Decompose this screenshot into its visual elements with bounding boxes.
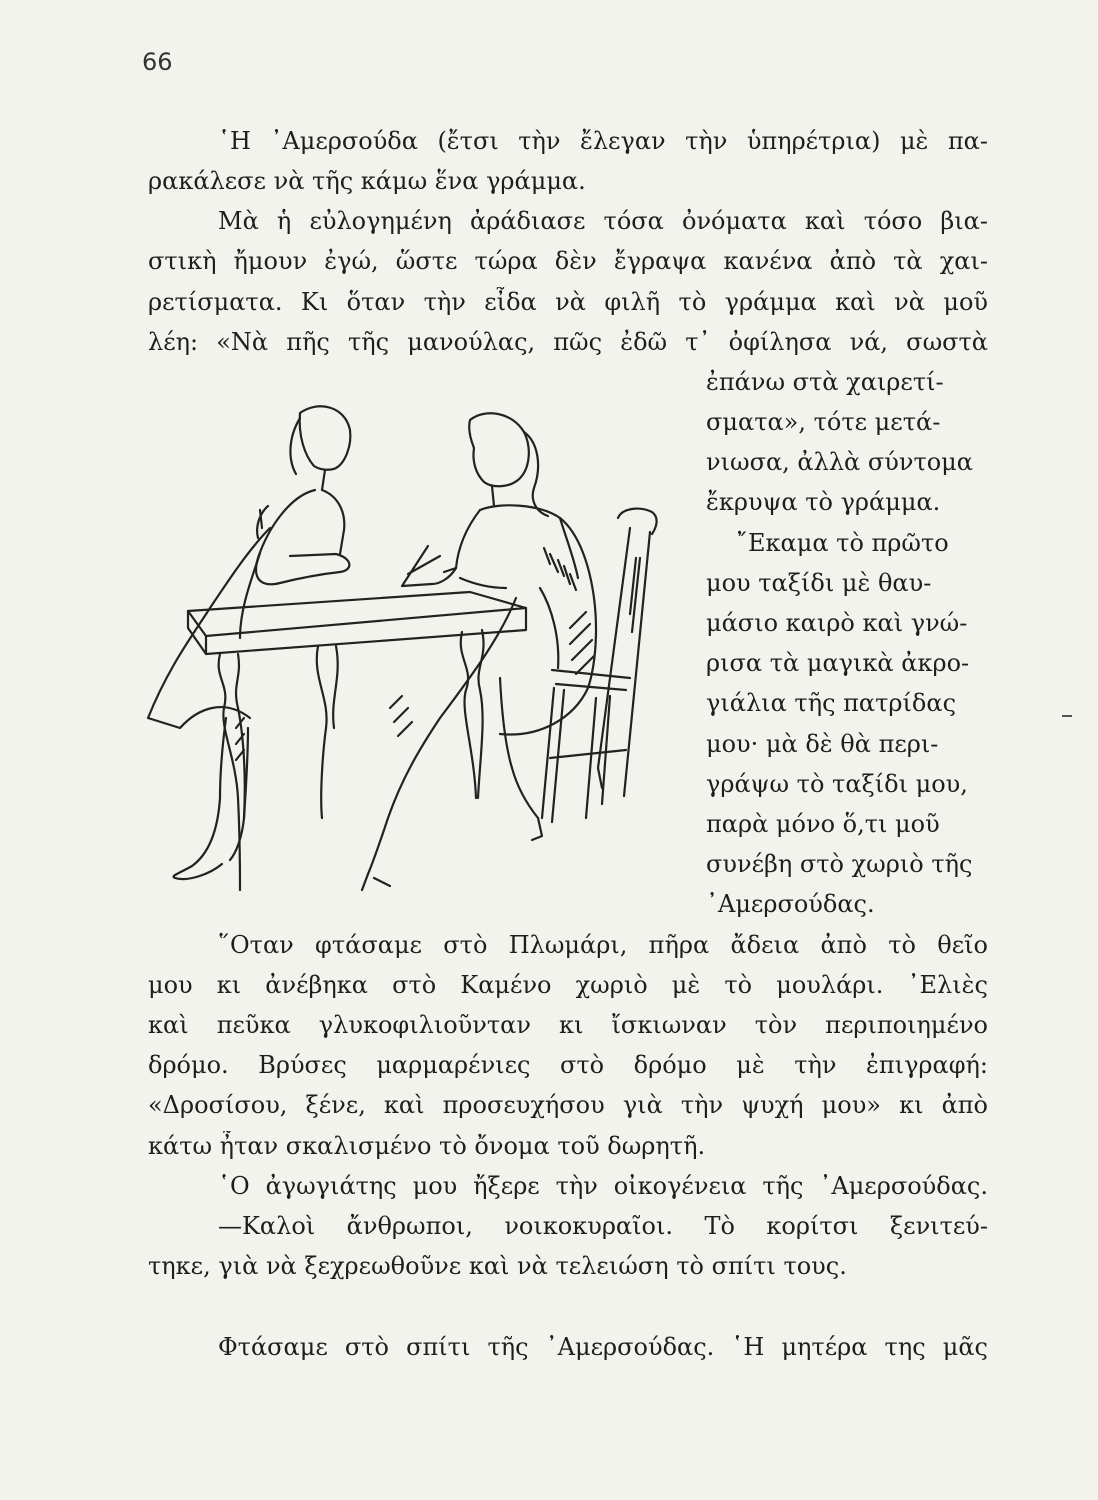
text-line: γράψω τὸ ταξίδι μου,	[706, 770, 968, 798]
text-line: συνέβη στὸ χωριὸ τῆς	[706, 850, 973, 878]
text-line: γιάλια τῆς πατρίδας	[706, 689, 957, 717]
text-line: παρὰ μόνο ὅ,τι μοῦ	[706, 810, 940, 838]
text-line: δρόμο. Βρύσες μαρμαρένιες στὸ δρόμο μὲ τὴν ἐπιγραφή:	[148, 1051, 988, 1079]
text-line: ρισα τὰ μαγικὰ ἀκρο-	[706, 649, 970, 677]
text-line: ᾿Αμερσούδας.	[706, 890, 875, 918]
page-number: 66	[142, 48, 173, 76]
text-line: ἐπάνω στὰ χαιρετί-	[706, 368, 944, 396]
text-line: «Δροσίσου, ξένε, καὶ προσευχήσου γιὰ τὴν ψυχή μου» κι ἀπὸ	[148, 1091, 988, 1119]
text-line: ῾Ο ἀγωγιάτης μου ἤξερε τὴν οἰκογένεια τῆς ᾿Αμερσούδας.	[218, 1172, 988, 1200]
text-line: ἔκρυψα τὸ γράμμα.	[706, 488, 941, 516]
margin-mark	[1062, 715, 1072, 717]
illustration-two-girls-writing-letter	[140, 378, 700, 908]
text-line: νιωσα, ἀλλὰ σύντομα	[706, 448, 973, 476]
text-line: ρακάλεσε νὰ τῆς κάμω ἕνα γράμμα.	[148, 167, 586, 195]
text-line: Μὰ ἡ εὐλογημένη ἀράδιασε τόσα ὀνόματα καὶ τόσο βια-	[218, 207, 988, 235]
text-line: κάτω ἦταν σκαλισμένο τὸ ὄνομα τοῦ δωρητῆ.	[148, 1132, 706, 1160]
text-line: στικὴ ἤμουν ἐγώ, ὥστε τώρα δὲν ἔγραψα κανένα ἀπὸ τὰ χαι-	[148, 247, 988, 275]
text-line: λέη: «Νὰ πῆς τῆς μανούλας, πῶς ἐδῶ τ᾿ ὀφίλησα νά, σωστὰ	[148, 328, 988, 356]
text-line: μάσιο καιρὸ καὶ γνώ-	[706, 609, 968, 637]
text-line: τηκε, γιὰ νὰ ξεχρεωθοῦνε καὶ νὰ τελειώση τὸ σπίτι τους.	[148, 1252, 847, 1280]
text-line: ῞Οταν φτάσαμε στὸ Πλωμάρι, πῆρα ἄδεια ἀπὸ τὸ θεῖο	[218, 931, 988, 959]
text-line: σματα», τότε μετά-	[706, 408, 941, 436]
text-line: καὶ πεῦκα γλυκοφιλιοῦνταν κι ἴσκιωναν τὸν περιποιημένο	[148, 1011, 988, 1039]
text-line: —Καλοὶ ἄνθρωποι, νοικοκυραῖοι. Τὸ κορίτσι ξενιτεύ-	[218, 1212, 988, 1240]
text-line: μου· μὰ δὲ θὰ περι-	[706, 730, 939, 758]
text-line: μου ταξίδι μὲ θαυ-	[706, 569, 932, 597]
text-line: ῾Η ᾿Αμερσούδα (ἔτσι τὴν ἔλεγαν τὴν ὑπηρέτρια) μὲ πα-	[218, 127, 988, 155]
text-line: Φτάσαμε στὸ σπίτι τῆς ᾿Αμερσούδας. ῾Η μητέρα της μᾶς	[218, 1333, 988, 1361]
text-line: ῎Εκαμα τὸ πρῶτο	[736, 529, 949, 557]
text-line: ρετίσματα. Κι ὅταν τὴν εἶδα νὰ φιλῆ τὸ γράμμα καὶ νὰ μοῦ	[148, 288, 988, 316]
text-line: μου κι ἀνέβηκα στὸ Καμένο χωριὸ μὲ τὸ μουλάρι. ᾿Ελιὲς	[148, 971, 988, 999]
